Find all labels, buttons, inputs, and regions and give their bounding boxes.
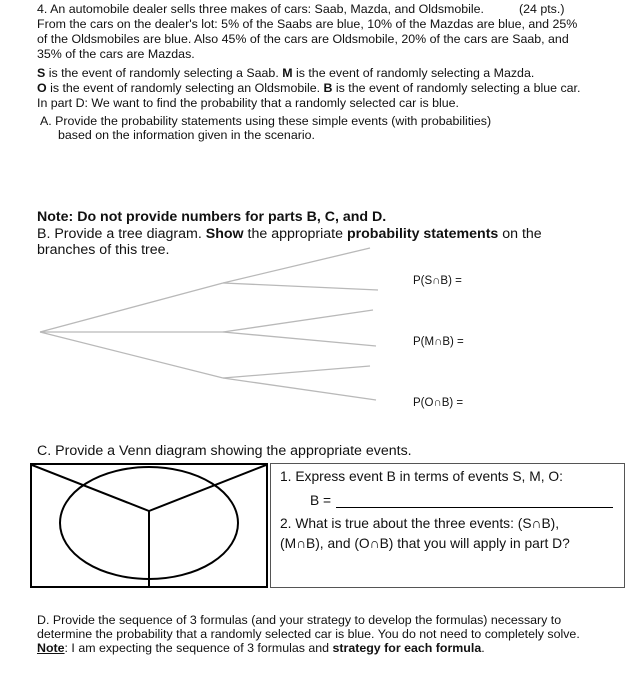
event-o-text: is the event of randomly selecting an Oldsmobile.	[46, 81, 324, 95]
tree-branch-oldsmobile	[40, 332, 223, 378]
scenario-line: 35% of the cars are Mazdas.	[37, 47, 195, 61]
venn-diagonal-left	[32, 465, 149, 511]
part-b-prefix: B. Provide a tree diagram.	[37, 226, 206, 242]
question-2-continued: (M∩B), and (O∩B) that you will apply in part D?	[280, 536, 570, 551]
event-m-letter: M	[282, 66, 293, 80]
venn-diagram	[32, 465, 266, 586]
tree-branch-oldsmobile-notblue	[223, 378, 376, 400]
event-s-text: is the event of randomly selecting a Saab.	[45, 66, 283, 80]
part-d-note-end: .	[481, 641, 485, 655]
event-m-text: is the event of randomly selecting a Mazda.	[292, 66, 535, 80]
part-c-heading: C. Provide a Venn diagram showing the appropriate events.	[37, 443, 412, 459]
event-b-text: is the event of randomly selecting a blue car.	[332, 81, 581, 95]
part-a-prompt-continued: based on the information given in the scenario.	[58, 128, 315, 142]
points-label: (24 pts.)	[519, 2, 565, 16]
part-c-questions-box	[270, 463, 625, 588]
part-d-note-label: Note	[37, 641, 65, 655]
tree-branch-mazda-blue	[223, 310, 373, 332]
tree-branch-saab	[40, 283, 223, 332]
part-b-suffix: on the	[498, 226, 542, 242]
tree-branch-oldsmobile-blue	[223, 366, 370, 378]
part-a-prompt: A. Provide the probability statements using these simple events (with probabilities)	[40, 114, 492, 128]
part-b-show: Show	[205, 226, 244, 242]
part-d-note-bold: strategy for each formula	[332, 641, 482, 655]
event-o-letter: O	[37, 81, 47, 95]
tree-label-mazda-blue: P(M∩B) =	[413, 336, 464, 348]
question-2: 2. What is true about the three events: (S∩B),	[280, 516, 560, 531]
scenario-line: From the cars on the dealer's lot: 5% of the Saabs are blue, 10% of the Mazdas are blue, and 25%	[37, 17, 578, 31]
answer-blank-line[interactable]	[336, 507, 613, 508]
event-s-letter: S	[37, 66, 46, 80]
part-d-prompt: D. Provide the sequence of 3 formulas (and your strategy to develop the formulas) necessary to	[37, 613, 562, 627]
tree-label-saab-blue: P(S∩B) =	[413, 275, 462, 287]
part-d-note-text: : I am expecting the sequence of 3 formulas and	[64, 641, 333, 655]
scenario-line: of the Oldsmobiles are blue. Also 45% of the cars are Oldsmobile, 20% of the cars are Saab, and	[37, 32, 569, 46]
event-b-letter: B	[323, 81, 333, 95]
note-no-numbers: Note: Do not provide numbers for parts B, C, and D.	[37, 209, 387, 225]
part-b-middle: the appropriate	[243, 226, 347, 242]
part-b-prompt-continued: branches of this tree.	[37, 242, 170, 258]
part-d-prompt-continued: determine the probability that a randomly selected car is blue. You do not need to completely solve.	[37, 627, 580, 641]
tree-branch-saab-notblue	[223, 283, 378, 290]
part-d-note	[37, 641, 617, 656]
venn-diagram-box	[30, 463, 268, 588]
part-d-goal: In part D: We want to find the probability that a randomly selected car is blue.	[37, 96, 459, 110]
part-b-bold-phrase: probability statements	[346, 226, 499, 242]
question-1: 1. Express event B in terms of events S, M, O:	[280, 469, 563, 484]
problem-title: 4. An automobile dealer sells three makes of cars: Saab, Mazda, and Oldsmobile.	[37, 2, 484, 16]
venn-diagonal-right	[149, 465, 266, 511]
tree-label-oldsmobile-blue: P(O∩B) =	[413, 397, 464, 409]
tree-branch-saab-blue	[223, 248, 370, 283]
b-equals-label: B =	[310, 493, 332, 508]
tree-branch-mazda-notblue	[223, 332, 376, 346]
